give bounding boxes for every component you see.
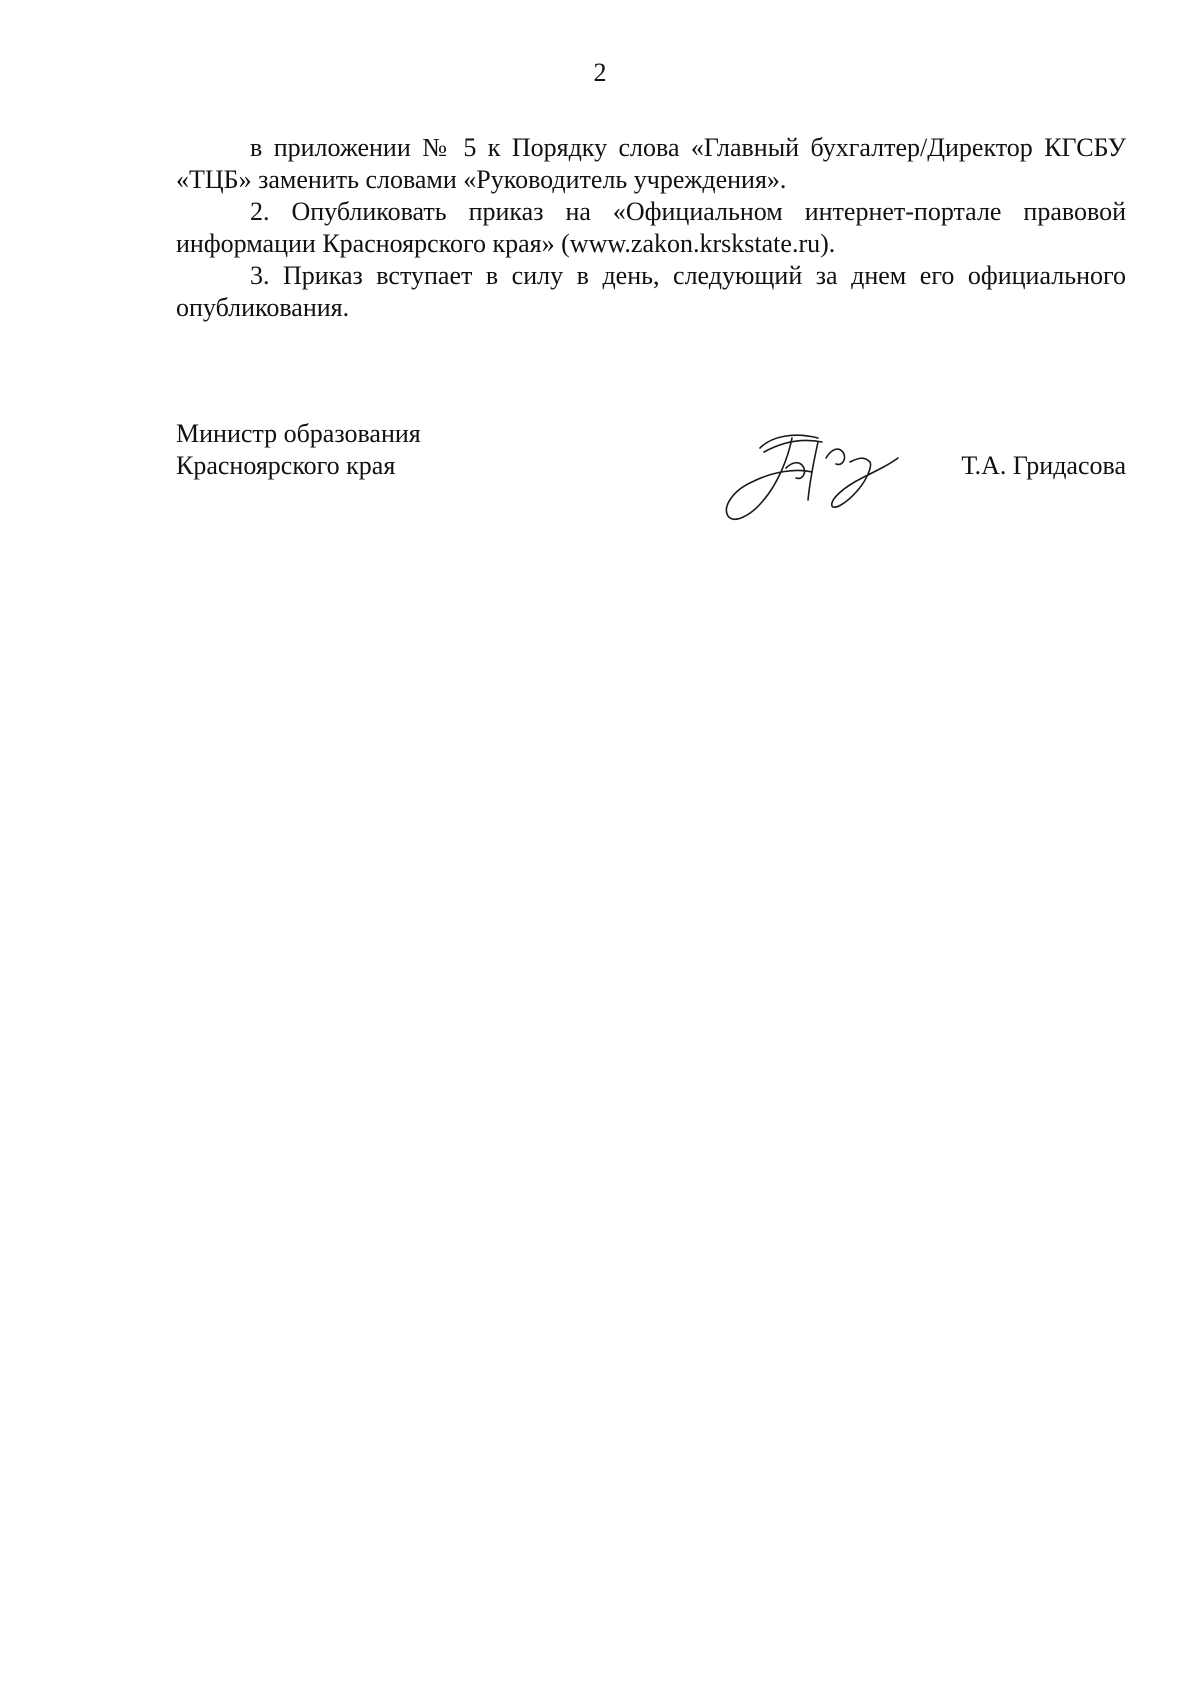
- signatory-name: Т.А. Гридасова: [961, 451, 1126, 480]
- page-number: 2: [593, 58, 607, 87]
- paragraph-annex-amendment: в приложении № 5 к Порядку слова «Главный бухгалтер/Директор КГСБУ «ТЦБ» заменить словами «Руководитель учреждения».: [176, 133, 1126, 194]
- signatory-title-line1: Министр образования: [176, 419, 421, 448]
- handwritten-signature: [722, 428, 902, 528]
- signatory-title: [176, 418, 421, 482]
- paragraph-entry-into-force: 3. Приказ вступает в силу в день, следующий за днем его официального опубликования.: [176, 261, 1126, 322]
- document-body: [176, 132, 1126, 324]
- paragraph-publication: 2. Опубликовать приказ на «Официальном интернет-портале правовой информации Красноярского края» (www.zakon.krskstate.ru).: [176, 197, 1126, 258]
- signatory-title-line2: Красноярского края: [176, 451, 396, 480]
